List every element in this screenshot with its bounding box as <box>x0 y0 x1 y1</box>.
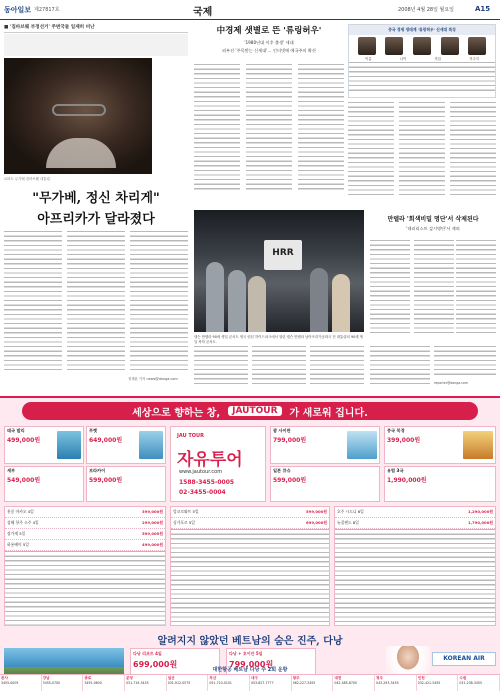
listing-filler <box>171 529 329 625</box>
ad-listing-right[interactable] <box>334 506 496 626</box>
destination-thumbnail <box>139 431 163 459</box>
destination-thumbnail <box>57 431 81 459</box>
ad-deal-box[interactable] <box>384 466 496 502</box>
ad-deal-box[interactable] <box>86 426 166 464</box>
ad-deal-box[interactable] <box>384 426 496 464</box>
page-masthead <box>0 0 500 20</box>
branch-item: 본사 3455-0005 <box>0 675 42 691</box>
offer-title: 다낭 리조트 4일 <box>133 651 162 656</box>
route-note: 대한항공 베트남 다낭 주 2회 운항 <box>212 667 288 673</box>
mugabe-photo <box>4 58 152 174</box>
article-headline: 中경제 샛별로 뜬 '류링허우' <box>216 26 322 36</box>
article-headline-line-1: "무가베, 정신 차리게" <box>32 191 160 206</box>
china-article-continued <box>348 102 496 197</box>
photo-person-shape <box>332 274 350 332</box>
table-header: 나이 <box>399 57 407 61</box>
newspaper-logo: 동아일보 <box>4 6 32 14</box>
deal-label: 푸껫 <box>89 428 98 433</box>
article-body-column <box>310 346 364 386</box>
photo-person-shape <box>310 268 328 332</box>
travel-advertisement[interactable] <box>0 396 500 691</box>
table-header: 거주지 <box>469 57 479 61</box>
portrait-photo <box>413 37 431 55</box>
branch-item: 강남 3455-0700 <box>42 675 84 691</box>
section-title: 국제 <box>193 7 213 18</box>
photo-caption: 로버트 무가베 짐바브웨 대통령. <box>4 177 51 181</box>
table-body <box>349 62 495 92</box>
photo-person-shape <box>228 270 246 332</box>
zimbabwe-article <box>4 24 188 390</box>
branch-item: 일산 031-912-0575 <box>167 675 209 691</box>
ad-banner[interactable] <box>22 402 478 420</box>
article-body-column <box>414 240 454 336</box>
article-body-column <box>194 64 240 192</box>
ad-banner-text: 세상으로 향하는 창, <box>132 407 221 419</box>
deal-price: 399,000원 <box>387 437 421 444</box>
photo-person-shape <box>206 262 224 332</box>
deal-price: 499,000원 <box>7 437 41 444</box>
deal-price: 649,000원 <box>89 437 123 444</box>
page-number: A15 <box>475 5 491 13</box>
article-body-column <box>399 102 445 197</box>
portrait-photo <box>441 37 459 55</box>
portrait-photo <box>468 37 486 55</box>
article-byline: 정재윤 기자 news@donga.com <box>128 377 178 381</box>
article-headline: 만델라 '회색비밀 명단'서 삭제된다 <box>387 216 479 223</box>
article-body-column <box>246 64 292 192</box>
listing-row[interactable]: 싱가포르 5일 699,000원 <box>171 518 329 529</box>
listing-row[interactable]: 상해 항주 소주 4일 299,000원 <box>5 518 165 529</box>
branch-item: 대전 042-485-8700 <box>333 675 375 691</box>
deal-label: 태국 발리 <box>7 428 25 433</box>
ad-listing-middle[interactable] <box>170 506 330 626</box>
company-url[interactable]: www.jautour.com <box>179 469 223 475</box>
deal-label: 보라카이 <box>89 468 106 473</box>
branch-item: 광주 062-227-3455 <box>292 675 334 691</box>
portrait-photo <box>385 37 403 55</box>
listing-filler <box>5 551 165 625</box>
branch-item: 분당 031-719-3435 <box>125 675 167 691</box>
branch-item: 청주 043-293-3455 <box>375 675 417 691</box>
deal-price: 599,000원 <box>89 477 123 484</box>
offer-title: 다낭 + 호이안 5일 <box>229 651 263 656</box>
destination-thumbnail <box>463 431 493 459</box>
jautour-logo-box[interactable] <box>170 426 266 502</box>
company-name: 자유투어 <box>177 450 243 470</box>
offer-price: 799,000원 <box>229 660 274 669</box>
deal-price: 549,000원 <box>7 477 41 484</box>
listing-row[interactable]: 앙코르와트 5일 599,000원 <box>171 507 329 518</box>
ad-deal-box[interactable] <box>86 466 166 502</box>
article-body-column <box>370 240 410 336</box>
ad-deal-box[interactable] <box>270 466 380 502</box>
article-headline-line-2: 아프리카가 달라졌다 <box>37 212 155 227</box>
article-subheadline: '1980년대 이후 출생' 세대 <box>244 40 294 45</box>
ad-brand-logo: JAUTOUR <box>228 406 281 416</box>
article-body-column <box>456 240 496 336</box>
listing-row[interactable]: 홍콩 마카오 4일 399,000원 <box>5 507 165 518</box>
china-article <box>194 24 344 199</box>
article-lead-text <box>4 34 188 56</box>
article-body-column <box>67 231 125 371</box>
portrait-row <box>349 35 495 55</box>
article-body-column <box>4 231 62 371</box>
table-header: 이름 <box>365 57 372 61</box>
listing-filler <box>335 529 495 625</box>
korean-air-logo: KOREAN AIR <box>432 652 496 666</box>
ad-deal-box[interactable] <box>4 426 84 464</box>
photo-person-shape <box>248 276 266 332</box>
destination-thumbnail <box>347 431 377 459</box>
article-subheadline: 외부선 '주목받는 신세대'… 인터넷에 애국주의 확산 <box>221 48 317 53</box>
branch-item: 종로 3455-0600 <box>83 675 125 691</box>
offer-price: 699,000원 <box>133 660 178 669</box>
branch-directory <box>0 674 500 691</box>
portrait-photo <box>358 37 376 55</box>
photo-caption: 넬슨 만델라 90세 생일 콘서트 영국 런던 하이드파크에서 열린 넬슨 만델라 남아프리카공화국 전 대통령의 90세 생일 축하 콘서트. <box>194 335 363 344</box>
deal-label: 유럽 3국 <box>387 468 404 473</box>
article-body-column <box>450 102 496 197</box>
branch-item: 인천 032-421-3455 <box>417 675 459 691</box>
article-body-column <box>348 102 394 197</box>
article-byline: reporter@donga.com <box>434 381 468 385</box>
branch-item: 부산 051-710-0101 <box>208 675 250 691</box>
article-body-column <box>130 231 188 371</box>
listing-row[interactable]: 뉴질랜드 8일 1,790,000원 <box>335 518 495 529</box>
info-table-box <box>348 24 496 98</box>
ad-listing-left[interactable] <box>4 506 166 626</box>
company-mark: JAU TOUR <box>177 433 204 439</box>
photo-glasses-shape <box>52 104 106 116</box>
deal-price: 599,000원 <box>273 477 307 484</box>
article-body-column <box>252 346 306 386</box>
deal-price: 1,990,000원 <box>387 477 427 484</box>
deal-label: 중국 북경 <box>387 428 405 433</box>
listing-row[interactable]: 하롱베이 5일 499,000원 <box>5 540 165 551</box>
mandela-article <box>194 210 496 390</box>
article-body-column <box>434 346 496 378</box>
deal-label: 세부 <box>7 468 16 473</box>
listing-row[interactable]: 호주 시드니 6일 1,290,000원 <box>335 507 495 518</box>
listing-row[interactable]: 장가계 5일 599,000원 <box>5 529 165 540</box>
ad-deal-box[interactable] <box>270 426 380 464</box>
article-body-column <box>298 64 344 192</box>
deal-label: 괌 사이판 <box>273 428 291 433</box>
table-header: 직업 <box>434 57 441 61</box>
issue-number: 제27817호 <box>34 7 60 13</box>
article-body-column <box>194 346 248 386</box>
company-phone: 1588-3455-0005 <box>179 479 235 486</box>
table-title: 중국 경제 생태계 '류링허우' 신세대 특징 <box>349 25 495 35</box>
ad-deal-box[interactable] <box>4 466 84 502</box>
table-header-row <box>349 55 495 62</box>
mandela-concert-photo <box>194 210 364 332</box>
deal-price: 799,000원 <box>273 437 307 444</box>
photo-hair-shape <box>46 138 116 168</box>
branch-item: 수원 031-238-3455 <box>458 675 500 691</box>
photo-podium-sign: HRR <box>264 240 302 270</box>
ad-subheadline: 알려지지 않았던 베트남의 숨은 진주, 다낭 <box>157 636 343 647</box>
issue-date: 2008년 4월 28일 월요일 <box>398 7 455 13</box>
article-body-column <box>370 346 430 386</box>
article-subheadline: '테러리스트 감시명단'서 제외 <box>406 226 460 231</box>
ad-banner-text: 가 새로워 집니다. <box>289 407 368 419</box>
company-phone: 02-3455-0004 <box>179 489 226 496</box>
deal-label: 일본 큐슈 <box>273 468 291 473</box>
branch-item: 대구 053-627-7777 <box>250 675 292 691</box>
article-kicker: ■ '집바브웨 부정선거' 주변국들 일제히 비난 <box>4 24 188 33</box>
